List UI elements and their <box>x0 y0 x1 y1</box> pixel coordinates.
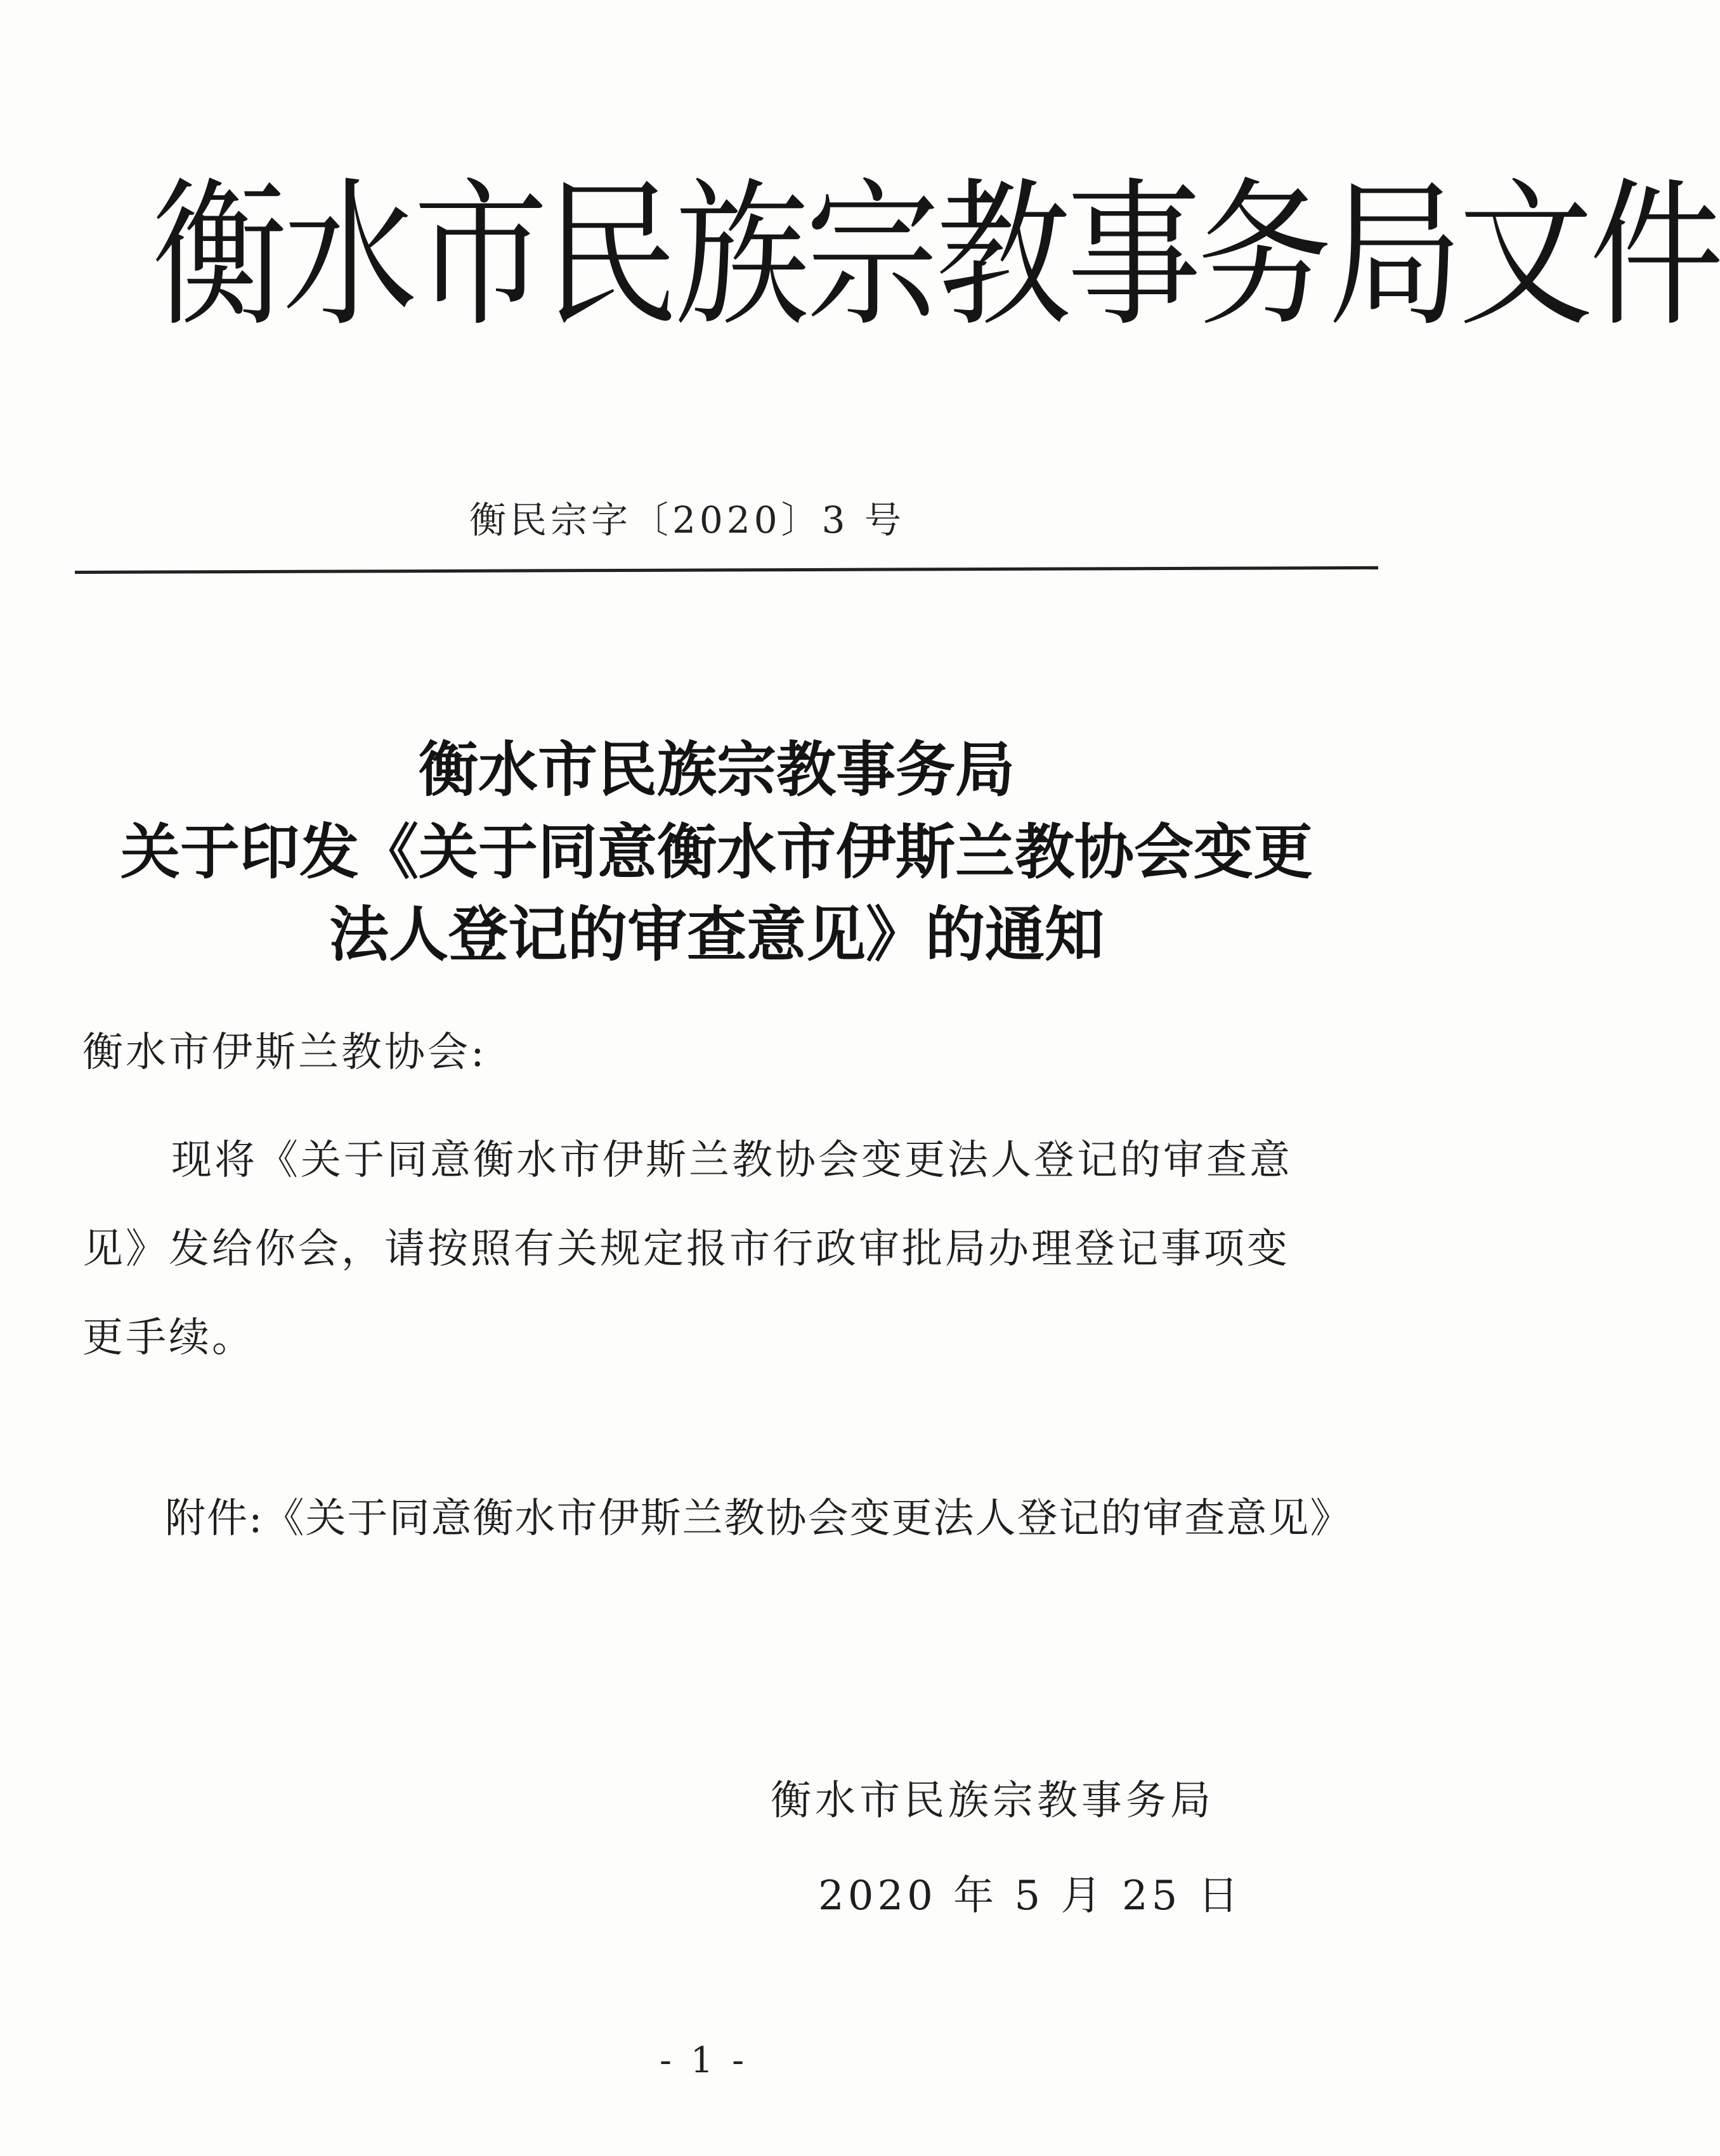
signature-organization: 衡水市民族宗教事务局 <box>771 1777 1215 1824</box>
document-number: 衡民宗字〔2020〕3 号 <box>469 498 905 542</box>
notice-title <box>82 729 1351 977</box>
attachment-note: 附件:《关于同意衡水市伊斯兰教协会变更法人登记的审查意见》 <box>165 1495 1352 1542</box>
body-paragraph <box>82 1116 1351 1382</box>
document-header-title: 衡水市民族宗教事务局文件 <box>152 163 1720 348</box>
body-line: 见》发给你会，请按照有关规定报市行政审批局办理登记事项变 <box>82 1226 1290 1273</box>
notice-title-line: 关于印发《关于同意衡水市伊斯兰教协会变更 <box>120 818 1313 887</box>
header-divider <box>75 566 1378 574</box>
signature-date: 2020 年 5 月 25 日 <box>818 1873 1242 1919</box>
body-line: 更手续。 <box>82 1315 255 1361</box>
body-line: 现将《关于同意衡水市伊斯兰教协会变更法人登记的审查意 <box>171 1137 1293 1184</box>
notice-title-line: 衡水市民族宗教事务局 <box>418 736 1015 805</box>
notice-title-line: 法人登记的审查意见》的通知 <box>329 900 1104 970</box>
addressee: 衡水市伊斯兰教协会: <box>82 1029 487 1076</box>
page-number: - 1 - <box>660 2040 748 2081</box>
